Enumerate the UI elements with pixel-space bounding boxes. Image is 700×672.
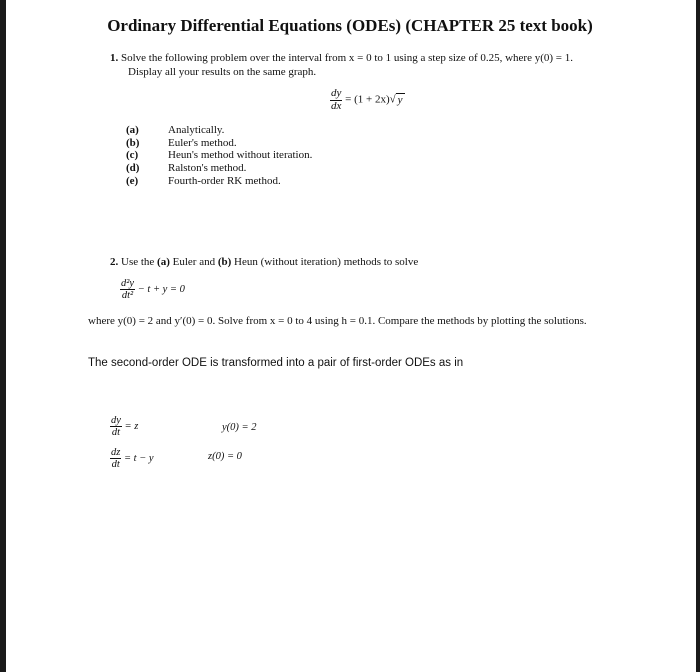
fraction-denominator: dt [111,427,121,439]
list-item [126,175,312,188]
fraction-numerator: dy [331,87,342,99]
equation-rhs: = (1 + 2x) [345,93,390,106]
part-letter: (c) [126,149,139,162]
dz-dt-fraction [110,447,121,470]
problem-2-text-c: Heun (without iteration) methods to solve [231,256,419,268]
problem-1-statement-line2: Display all your results on the same graph. [128,66,317,78]
part-text: Euler's method. [168,136,237,149]
part-text: Fourth-order RK method. [168,174,281,187]
right-frame-border [696,0,700,672]
problem-1-parts-list [126,124,312,187]
problem-2-number: 2. [110,256,119,268]
fraction-denominator: dt [111,459,120,471]
initial-condition-y-text: y(0) = 2 [222,422,257,433]
problem-1-number: 1. [110,52,119,64]
part-letter: (b) [126,136,140,149]
page-title: Ordinary Differential Equations (ODEs) (CHAPTER 25 text book) [107,16,593,35]
problem-2-conditions: where y(0) = 2 and y′(0) = 0. Solve from x = 0 to 4 using h = 0.1. Compare the methods by plotting the solutions. [88,315,587,327]
list-item [126,162,312,175]
part-text: Ralston's method. [168,162,247,175]
left-frame-border [0,0,6,672]
fraction-numerator: d²y [121,278,135,289]
problem-2-equation [120,278,185,301]
derivative-fraction [330,88,342,112]
sqrt-symbol-icon: √ [389,93,396,106]
part-text: Heun's method without iteration. [168,149,313,162]
initial-condition-z [208,451,242,462]
problem-1-text: Solve the following problem over the interval from x = 0 to 1 using a step size of 0.25, where y(0) = 1. [118,52,574,64]
initial-condition-z-text: z(0) = 0 [208,451,242,462]
equation-rest: − t + y = 0 [137,283,185,295]
list-item [126,149,312,162]
problem-2-part-a: (a) [157,256,170,268]
fraction-denominator: dt² [121,290,134,302]
system-equation-2 [110,447,154,470]
initial-condition-y [222,422,257,433]
part-letter: (e) [126,174,139,187]
transform-note: The second-order ODE is transformed into a pair of first-order ODEs as in [88,357,464,369]
equation-rhs: = t − y [123,452,154,464]
dy-dt-fraction [110,415,122,438]
second-derivative-fraction [120,278,135,301]
fraction-denominator: dx [331,99,342,112]
list-item [126,137,312,150]
problem-2-text-a: Use the [118,256,158,268]
problem-2-statement [110,256,418,268]
part-letter: (d) [126,162,140,175]
equation-rhs: = z [124,420,139,432]
list-item [126,124,312,137]
problem-1-equation [330,88,405,112]
fraction-numerator: dy [111,415,121,426]
fraction-numerator: dz [111,447,121,458]
part-letter: (a) [126,124,139,136]
problem-1-statement [110,52,573,64]
problem-2-part-b: (b) [217,256,232,268]
part-text: Analytically. [168,124,225,136]
problem-2-text-b: Euler and [169,256,218,268]
sqrt-argument: y [397,93,403,106]
system-equation-1 [110,415,138,438]
